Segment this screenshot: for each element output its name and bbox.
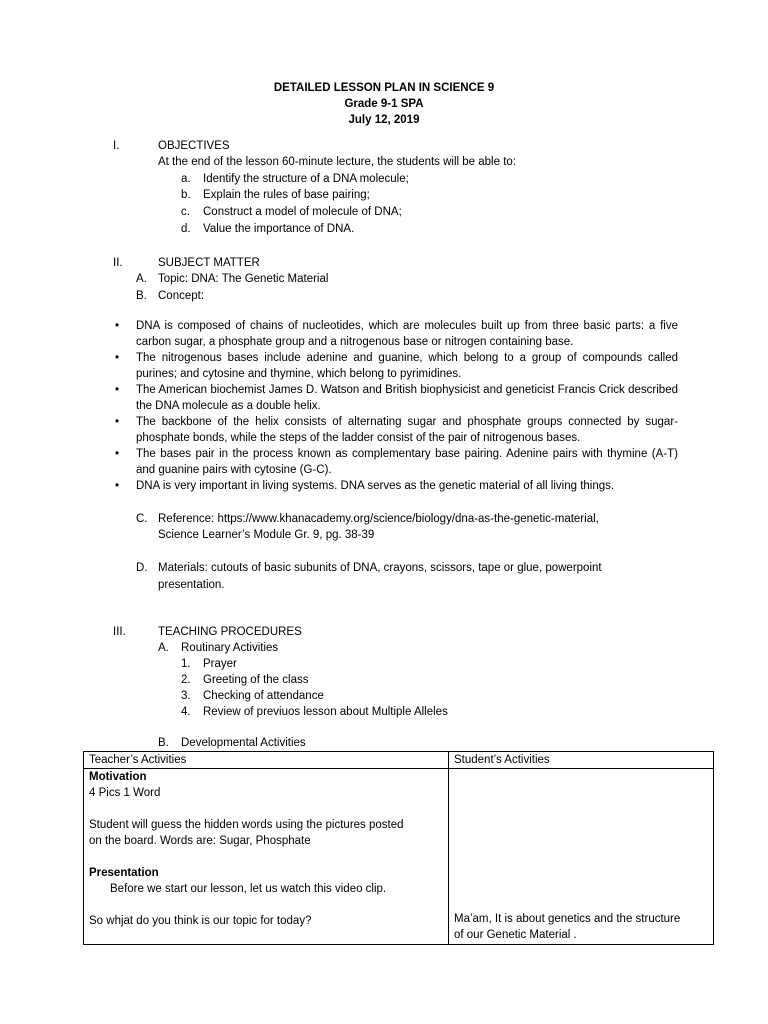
objectives-numeral: I.: [113, 140, 120, 152]
concept-bullet: • The nitrogenous bases include adenine and guanine, which belong to a group of compounds called purines; and cytosine and thymine, which belong to pyrimidines.: [115, 352, 678, 380]
objective-item: Explain the rules of base pairing;: [203, 189, 370, 201]
document-header: [0, 80, 768, 128]
routinary-item-label: 4.: [181, 706, 191, 718]
bullet-glyph: •: [115, 352, 120, 364]
routinary-text: Routinary Activities: [181, 642, 279, 654]
concept-bullet: • The backbone of the helix consists of alternating sugar and phosphate groups connected by sugar-phosphate bonds, while the steps of the ladder consist of the pair of nitrogenous bases.: [115, 416, 678, 444]
routinary-item: Checking of attendance: [203, 690, 324, 702]
student-activities-header: Student’s Activities: [449, 752, 714, 769]
routinary-label: A.: [158, 642, 169, 654]
topic-label: A.: [136, 273, 147, 285]
motivation-subtitle: 4 Pics 1 Word: [89, 787, 161, 799]
motivation-text: on the board. Words are: Sugar, Phosphate: [89, 835, 311, 847]
date-line: July 12, 2019: [348, 114, 420, 126]
topic-text: Topic: DNA: The Genetic Material: [158, 273, 329, 285]
objective-item: Identify the structure of a DNA molecule;: [203, 173, 409, 185]
teacher-activities-cell: [84, 769, 449, 945]
motivation-title: Motivation: [89, 771, 147, 783]
materials-line: Materials: cutouts of basic subunits of DNA, crayons, scissors, tape or glue, powerpoint: [158, 562, 602, 574]
motivation-text: Student will guess the hidden words using the pictures posted: [89, 819, 404, 831]
bullet-glyph: •: [115, 480, 120, 492]
routinary-item-label: 3.: [181, 690, 191, 702]
activities-table: [83, 751, 714, 945]
reference-materials-section: [113, 511, 683, 601]
concept-bullet: • The bases pair in the process known as complementary base pairing. Adenine pairs with thymine (A-T) and guanine pairs with cytosine (G-C).: [115, 448, 678, 476]
bullet-glyph: •: [115, 416, 120, 428]
bullet-glyph: •: [115, 448, 120, 460]
objectives-intro: At the end of the lesson 60-minute lecture, the students will be able to:: [158, 156, 516, 168]
bullet-glyph: •: [115, 320, 120, 332]
topic-question: So whjat do you think is our topic for today?: [89, 915, 312, 927]
objective-item: Construct a model of molecule of DNA;: [203, 206, 402, 218]
procedures-numeral: III.: [113, 626, 126, 638]
objectives-title: OBJECTIVES: [158, 140, 230, 152]
student-activities-cell: [449, 769, 714, 945]
routinary-item: Review of previuos lesson about Multiple Alleles: [203, 706, 448, 718]
developmental-text: Developmental Activities: [181, 737, 306, 749]
reference-line: Science Learner’s Module Gr. 9, pg. 38-39: [158, 529, 375, 541]
routinary-item: Prayer: [203, 658, 237, 670]
procedures-title: TEACHING PROCEDURES: [158, 626, 302, 638]
developmental-label: B.: [158, 737, 169, 749]
student-answer: Ma’am, It is about genetics and the structure of our Genetic Material .: [454, 913, 681, 941]
document-title: DETAILED LESSON PLAN IN SCIENCE 9: [273, 82, 495, 94]
routinary-item: Greeting of the class: [203, 674, 309, 686]
presentation-title: Presentation: [89, 867, 159, 879]
subject-matter-title: SUBJECT MATTER: [158, 257, 260, 269]
routinary-item-label: 1.: [181, 658, 191, 670]
objective-label: c.: [181, 206, 190, 218]
procedures-section: [113, 624, 683, 752]
objectives-section: [113, 138, 683, 238]
concept-bullet: • The American biochemist James D. Watson and British biophysicist and geneticist Francis Crick described the DNA molecule as a double helix.: [115, 384, 678, 412]
concept-bullet: • DNA is composed of chains of nucleotides, which are molecules built up from three basic parts: a five carbon sugar, a phosphate group and a nitrogenous base or nitrogen containing base.: [115, 320, 678, 348]
objective-item: Value the importance of DNA.: [203, 223, 355, 235]
concept-bullet-list: [113, 318, 678, 494]
grade-line: Grade 9-1 SPA: [344, 98, 424, 110]
concept-bullet: • DNA is very important in living systems. DNA serves as the genetic material of all living things.: [115, 480, 615, 492]
concept-text: Concept:: [158, 290, 205, 302]
concept-label: B.: [136, 290, 147, 302]
table-row: [84, 769, 714, 945]
table-header-row: [84, 752, 714, 769]
reference-label: C.: [136, 513, 148, 525]
reference-line: Reference: https://www.khanacademy.org/science/biology/dna-as-the-genetic-material,: [158, 513, 599, 525]
materials-line: presentation.: [158, 579, 225, 591]
subject-matter-numeral: II.: [113, 257, 123, 269]
routinary-item-label: 2.: [181, 674, 191, 686]
objective-label: d.: [181, 223, 191, 235]
bullet-glyph: •: [115, 384, 120, 396]
teacher-activities-header: Teacher’s Activities: [84, 752, 449, 769]
objective-label: a.: [181, 173, 191, 185]
materials-label: D.: [136, 562, 148, 574]
objective-label: b.: [181, 189, 191, 201]
subject-matter-section: [113, 255, 683, 305]
presentation-text: Before we start our lesson, let us watch this video clip.: [110, 883, 387, 895]
